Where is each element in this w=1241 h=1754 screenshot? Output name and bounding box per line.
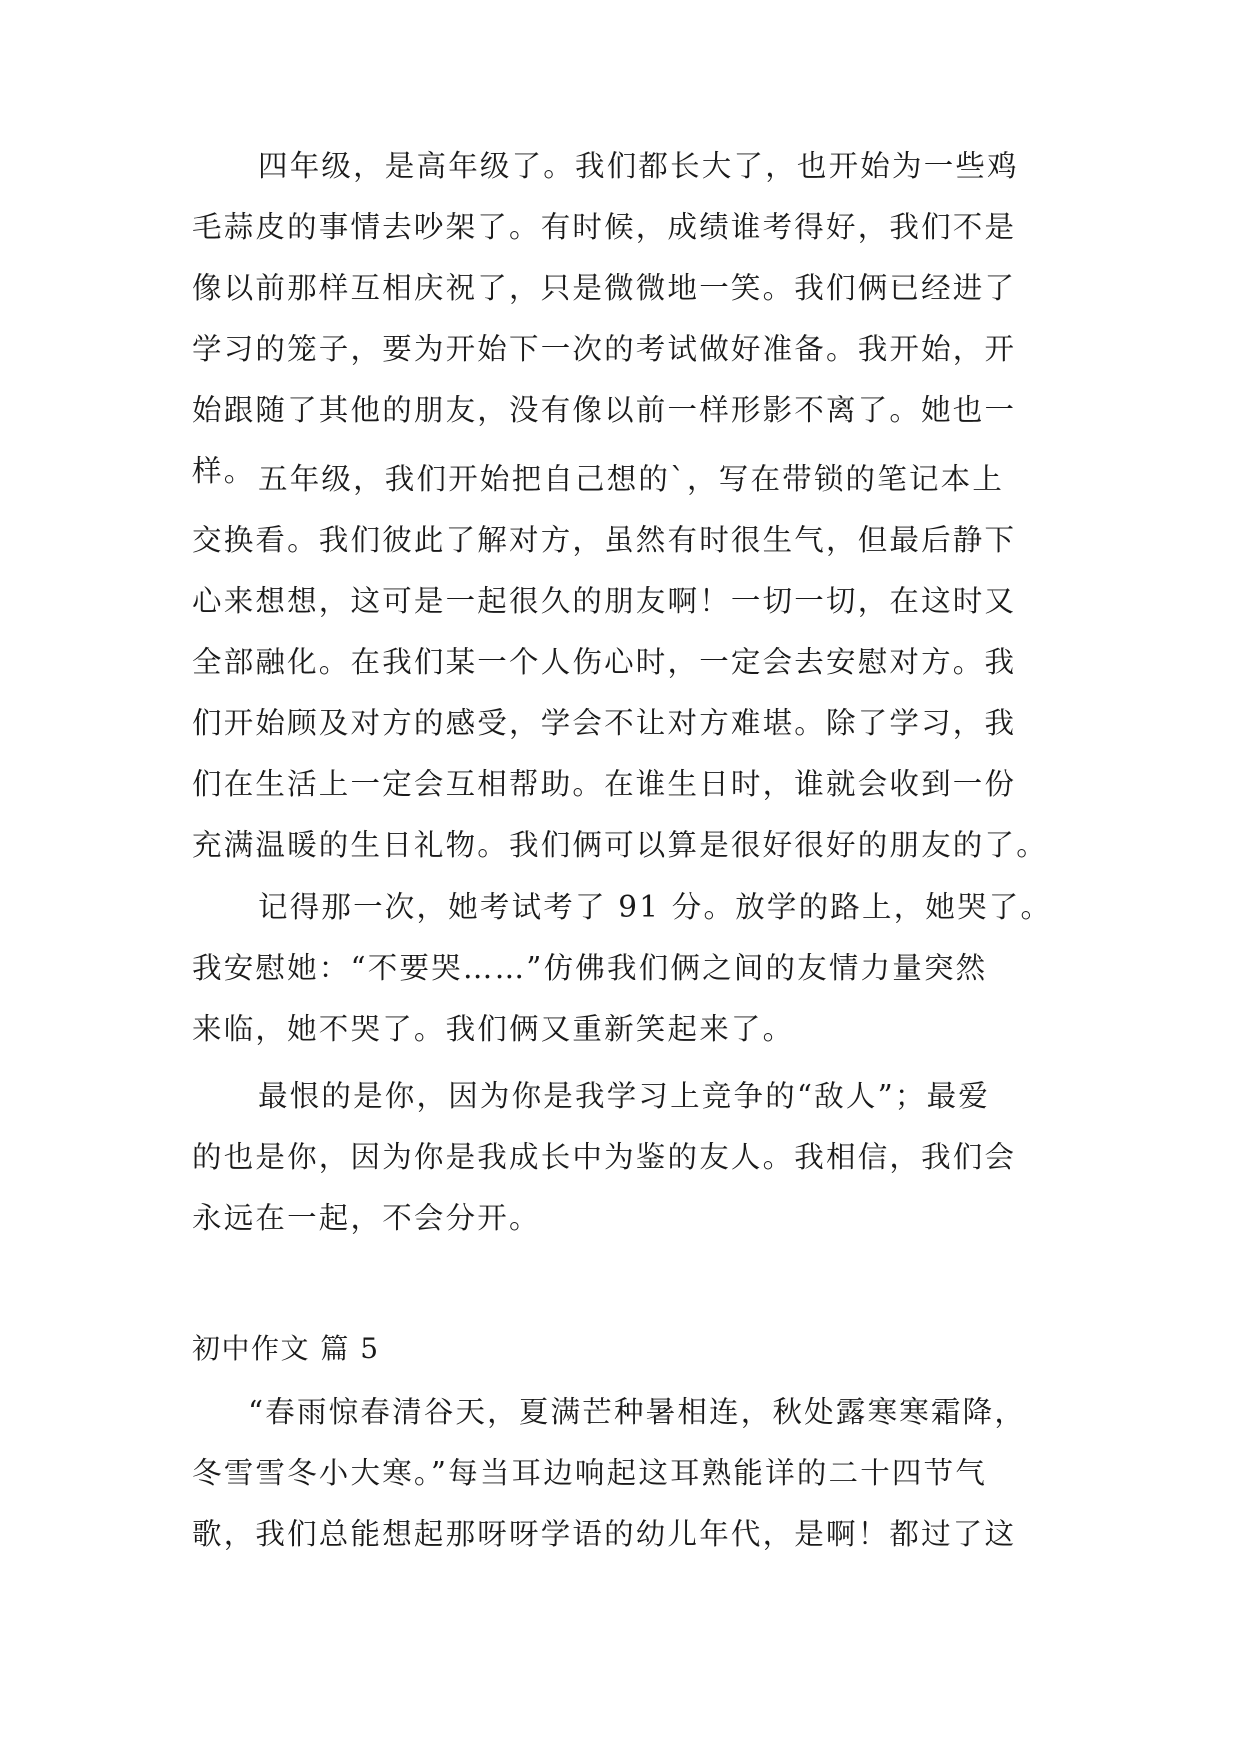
text-line: 们开始顾及对方的感受，学会不让对方难堪。除了学习，我 xyxy=(192,706,1017,740)
document-page xyxy=(192,0,1058,1754)
text-line: 们在生活上一定会互相帮助。在谁生日时，谁就会收到一份 xyxy=(192,767,1017,801)
text-line: “春雨惊春清谷天，夏满芒种暑相连，秋处露寒寒霜降， xyxy=(248,1395,1027,1429)
text-line: 心来想想，这可是一起很久的朋友啊！一切一切，在这时又 xyxy=(192,584,1017,618)
text-line: 四年级，是高年级了。我们都长大了，也开始为一些鸡 xyxy=(258,149,1019,183)
text-line: 五年级，我们开始把自己想的`，写在带锁的笔记本上 xyxy=(258,462,1005,496)
text-line: 永远在一起，不会分开。 xyxy=(192,1201,541,1235)
text-line: 的也是你，因为你是我成长中为鉴的友人。我相信，我们会 xyxy=(192,1140,1017,1174)
text-line: 像以前那样互相庆祝了，只是微微地一笑。我们俩已经进了 xyxy=(192,271,1017,305)
text-line: 最恨的是你，因为你是我学习上竞争的“敌人”；最爱 xyxy=(258,1079,990,1113)
text-line: 学习的笼子，要为开始下一次的考试做好准备。我开始，开 xyxy=(192,332,1017,366)
text-line: 样。 xyxy=(192,454,256,488)
section-heading: 初中作文 篇 5 xyxy=(192,1332,380,1365)
text-line: 记得那一次，她考试考了 91 分。放学的路上，她哭了。 xyxy=(258,890,1053,924)
text-line: 充满温暖的生日礼物。我们俩可以算是很好很好的朋友的了。 xyxy=(192,828,1048,862)
text-line: 始跟随了其他的朋友，没有像以前一样形影不离了。她也一 xyxy=(192,393,1017,427)
text-line: 我安慰她：“不要哭……”仿佛我们俩之间的友情力量突然 xyxy=(192,951,988,985)
text-line: 歌，我们总能想起那呀呀学语的幼儿年代，是啊！都过了这 xyxy=(192,1517,1017,1551)
text-line: 毛蒜皮的事情去吵架了。有时候，成绩谁考得好，我们不是 xyxy=(192,210,1017,244)
text-line: 冬雪雪冬小大寒。”每当耳边响起这耳熟能详的二十四节气 xyxy=(192,1456,988,1490)
text-line: 全部融化。在我们某一个人伤心时，一定会去安慰对方。我 xyxy=(192,645,1017,679)
text-line: 来临，她不哭了。我们俩又重新笑起来了。 xyxy=(192,1012,795,1046)
text-line: 交换看。我们彼此了解对方，虽然有时很生气，但最后静下 xyxy=(192,523,1017,557)
